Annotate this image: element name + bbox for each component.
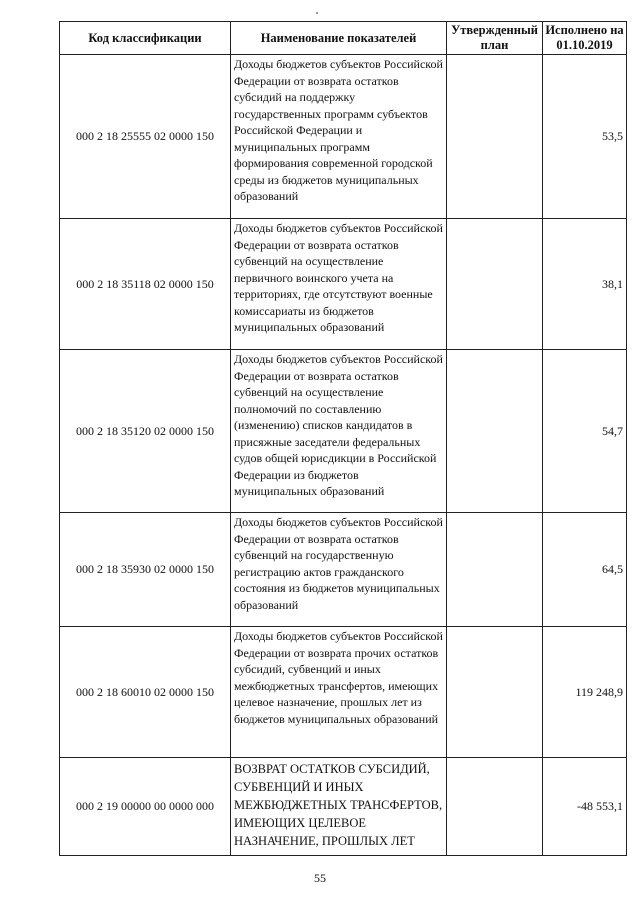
table-row: [60, 513, 627, 627]
cell-name: Доходы бюджетов субъектов Российской Федерации от возврата остатков субвенций на осуществление первичного воинского учета на территориях, где отсутствуют военные комиссариаты из бюджетов муниципальных образований: [231, 219, 447, 350]
cell-plan: [447, 627, 543, 758]
cell-plan: [447, 350, 543, 513]
cell-name: Доходы бюджетов субъектов Российской Федерации от возврата остатков субвенций на государственную регистрацию актов гражданского состояния из бюджетов муниципальных образований: [231, 513, 447, 627]
header-done: Исполнено на 01.10.2019: [543, 22, 627, 55]
header-plan: Утвержденный план: [447, 22, 543, 55]
cell-name: Доходы бюджетов субъектов Российской Федерации от возврата остатков субвенций на осуществление полномочий по составлению (изменению) списков кандидатов в присяжные заседатели федеральных судов общей юрисдикции в Российской Федерации из бюджетов муниципальных образований: [231, 350, 447, 513]
cell-plan: [447, 758, 543, 856]
cell-done: 119 248,9: [543, 627, 627, 758]
cell-code: 000 2 18 35930 02 0000 150: [60, 513, 231, 627]
cell-done: 54,7: [543, 350, 627, 513]
cell-plan: [447, 219, 543, 350]
scan-speck: [316, 12, 318, 14]
cell-name: ВОЗВРАТ ОСТАТКОВ СУБСИДИЙ, СУБВЕНЦИЙ И ИНЫХ МЕЖБЮДЖЕТНЫХ ТРАНСФЕРТОВ, ИМЕЮЩИХ ЦЕЛЕВОЕ НАЗНАЧЕНИЕ, ПРОШЛЫХ ЛЕТ: [231, 758, 447, 856]
header-name: Наименование показателей: [231, 22, 447, 55]
cell-code: 000 2 18 35120 02 0000 150: [60, 350, 231, 513]
cell-code: 000 2 19 00000 00 0000 000: [60, 758, 231, 856]
header-code: Код классификации: [60, 22, 231, 55]
cell-done: 38,1: [543, 219, 627, 350]
cell-done: 64,5: [543, 513, 627, 627]
table-row: [60, 219, 627, 350]
table-row: [60, 55, 627, 219]
cell-plan: [447, 55, 543, 219]
table-row: [60, 350, 627, 513]
table-row: [60, 627, 627, 758]
cell-code: 000 2 18 35118 02 0000 150: [60, 219, 231, 350]
page-number: 55: [314, 871, 326, 885]
cell-plan: [447, 513, 543, 627]
table-row: [60, 758, 627, 856]
cell-code: 000 2 18 25555 02 0000 150: [60, 55, 231, 219]
cell-done: -48 553,1: [543, 758, 627, 856]
budget-table: [59, 21, 627, 856]
cell-name: Доходы бюджетов субъектов Российской Федерации от возврата остатков субсидий на поддержку государственных программ субъектов Российской Федерации и муниципальных программ формирования современной городской среды из бюджетов муниципальных образований: [231, 55, 447, 219]
header-row: [60, 22, 627, 55]
cell-name: Доходы бюджетов субъектов Российской Федерации от возврата прочих остатков субсидий, субвенций и иных межбюджетных трансфертов, имеющих целевое назначение, прошлых лет из бюджетов муниципальных образований: [231, 627, 447, 758]
cell-done: 53,5: [543, 55, 627, 219]
cell-code: 000 2 18 60010 02 0000 150: [60, 627, 231, 758]
